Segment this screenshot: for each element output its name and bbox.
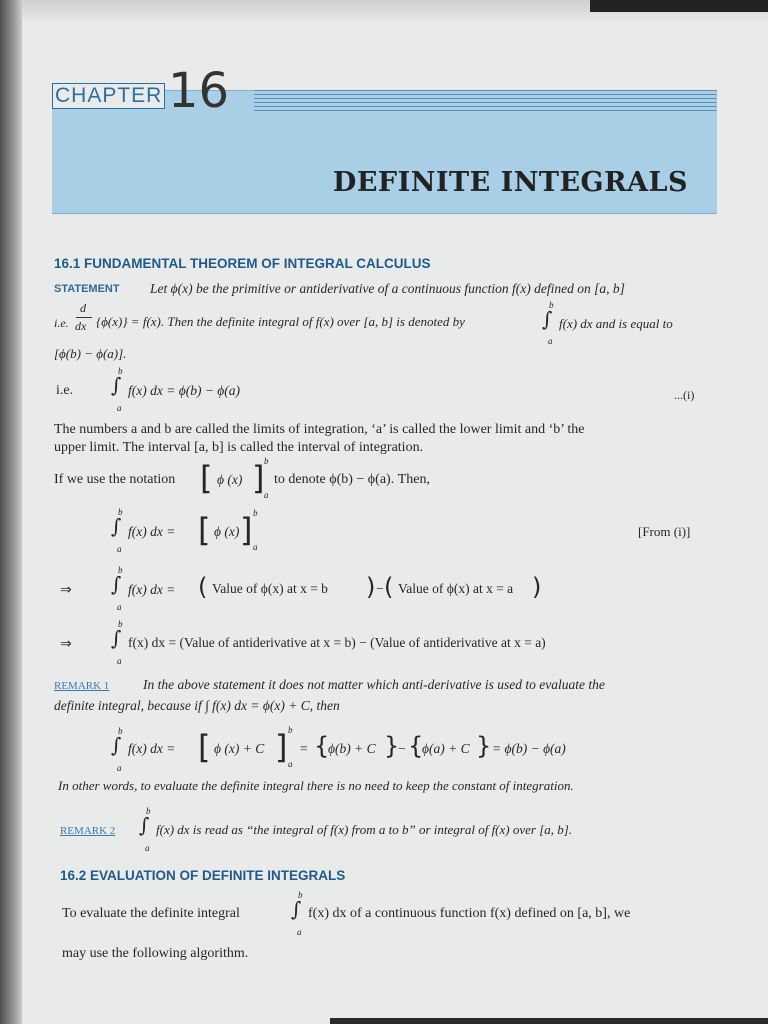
eq2-bracket-upper: b [253,508,258,518]
eq2-inner: ϕ (x) [214,524,240,539]
section2-line-1-post: f(x) dx of a continuous function f(x) defined on [a, b], we [308,906,631,921]
eq3-value-at-b: Value of ϕ(x) at x = b [212,581,328,596]
derivative-d: d [80,301,86,315]
eq4-integral: ∫ [111,626,122,650]
eq5-part-2: ϕ(a) + C [422,741,470,756]
eq5-bracket-close: ] [275,728,288,766]
eq4-lower: a [117,656,122,666]
remark2-upper: b [146,806,151,816]
section2-line-1-pre: To evaluate the definite integral [62,906,240,921]
fraction-bar [76,317,92,318]
chapter-title: DEFINITE INTEGRALS [332,167,688,198]
eq5-part-1: ϕ(b) + C [328,741,376,756]
remark1-conclusion: In other words, to evaluate the definite integral there is no need to keep the constant of integration. [58,778,574,793]
eq2-lower: a [117,544,122,554]
lower-limit: a [548,336,553,346]
remark2-lower: a [145,843,150,853]
eq5-lhs: f(x) dx = [128,741,176,756]
eq5-integral: ∫ [111,733,122,757]
statement-line-2: {ϕ(x)} = f(x). Then the definite integral of f(x) over [a, b] is denoted by [96,314,465,329]
remark2-integral: ∫ [139,813,150,837]
section2-lower: a [297,927,302,937]
eq3-integral: ∫ [111,572,122,596]
eq3-minus: − [376,581,384,596]
chapter-number: 16 [168,63,230,119]
eq3-paren-open-1: ( [198,573,208,601]
upper-limit: b [549,300,554,310]
eq5-inner: ϕ (x) + C [214,741,265,756]
eq5-bracket-open: [ [198,728,211,766]
eq4-arrow: ⇒ [60,637,72,652]
section2-integral: ∫ [291,897,302,921]
notation-inner: ϕ (x) [217,472,243,487]
derivative-dx: dx [75,319,87,333]
eq1-upper-limit: b [118,366,123,376]
eq5-brace-close-2: } [476,732,492,760]
eq2-bracket-lower: a [253,542,258,552]
chapter-header [52,63,717,119]
notation-bracket-open: [ [200,459,213,497]
eq3-value-at-a: Value of ϕ(x) at x = a [398,581,514,596]
eq4-body: f(x) dx = (Value of antiderivative at x = b) − (Value of antiderivative at x = a) [128,635,546,650]
integral-sign: ∫ [542,307,553,331]
eq5-brace-open-2: { [408,732,424,760]
background-corner [590,0,768,12]
eq5-lower: a [117,763,122,773]
eq3-paren-close-1: ) [366,573,376,601]
remark2-label: REMARK 2 [60,825,116,837]
chapter-label: CHAPTER [52,83,165,109]
eq3-lhs: f(x) dx = [128,582,176,597]
statement-line-1: Let ϕ(x) be the primitive or antiderivative of a continuous function f(x) defined on [a, b] [150,281,625,296]
eq3-paren-open-2: ( [384,573,394,601]
statement-ie: i.e. [54,316,69,330]
section2-line-2: may use the following algorithm. [62,946,249,961]
eq5-minus: − [398,741,406,756]
eq5-rhs: = ϕ(b) − ϕ(a) [492,741,566,756]
eq2-lhs: f(x) dx = [128,524,176,539]
eq5-bracket-upper: b [288,725,293,735]
eq2-integral: ∫ [111,514,122,538]
eq5-brace-close-1: } [384,732,400,760]
remark2-text: f(x) dx is read as “the integral of f(x) from a to b” or integral of f(x) over [a, b]. [156,822,573,837]
eq2-upper: b [118,507,123,517]
eq5-equals-1: = [300,741,308,756]
eq5-brace-open-1: { [314,732,330,760]
section-heading-16-1: 16.1 FUNDAMENTAL THEOREM OF INTEGRAL CALCULUS [54,256,431,271]
eq3-lower: a [117,602,122,612]
eq1-lower-limit: a [117,403,122,413]
para1-line-1: The numbers a and b are called the limits of integration, ‘a’ is called the lower limit and ‘b’ the [54,422,585,437]
eq1-body: f(x) dx = ϕ(b) − ϕ(a) [128,383,241,398]
eq2-bracket-close: ] [240,511,253,549]
notation-pre: If we use the notation [54,472,176,487]
notation-bracket-close: ] [252,459,265,497]
statement-line-3: [ϕ(b) − ϕ(a)]. [54,346,127,361]
chapter-decorative-lines [254,90,717,112]
remark1-line-1: In the above statement it does not matter which anti-derivative is used to evaluate the [143,677,605,692]
remark1-line-2: definite integral, because if ∫ f(x) dx = ϕ(x) + C, then [54,698,340,713]
eq1-tag: ...(i) [674,388,695,402]
background-bottom [330,1018,768,1024]
notation-upper: b [264,456,269,466]
eq2-bracket-open: [ [198,511,211,549]
statement-line-2-tail: f(x) dx and is equal to [559,316,673,331]
section2-upper: b [298,890,303,900]
statement-label: STATEMENT [54,283,120,295]
eq5-bracket-lower: a [288,759,293,769]
eq1-ie: i.e. [56,383,74,398]
eq5-upper: b [118,726,123,736]
eq3-upper: b [118,565,123,575]
notation-post: to denote ϕ(b) − ϕ(a). Then, [274,472,430,487]
eq3-arrow: ⇒ [60,583,72,598]
eq3-paren-close-2: ) [532,573,542,601]
book-spine-shadow [0,0,22,1024]
notation-lower: a [264,490,269,500]
eq4-upper: b [118,619,123,629]
remark1-label: REMARK 1 [54,680,110,692]
para1-line-2: upper limit. The interval [a, b] is called the interval of integration. [54,440,424,455]
eq1-integral-sign: ∫ [111,373,122,397]
eq2-tag: [From (i)] [638,524,691,539]
section-heading-16-2: 16.2 EVALUATION OF DEFINITE INTEGRALS [60,868,346,883]
